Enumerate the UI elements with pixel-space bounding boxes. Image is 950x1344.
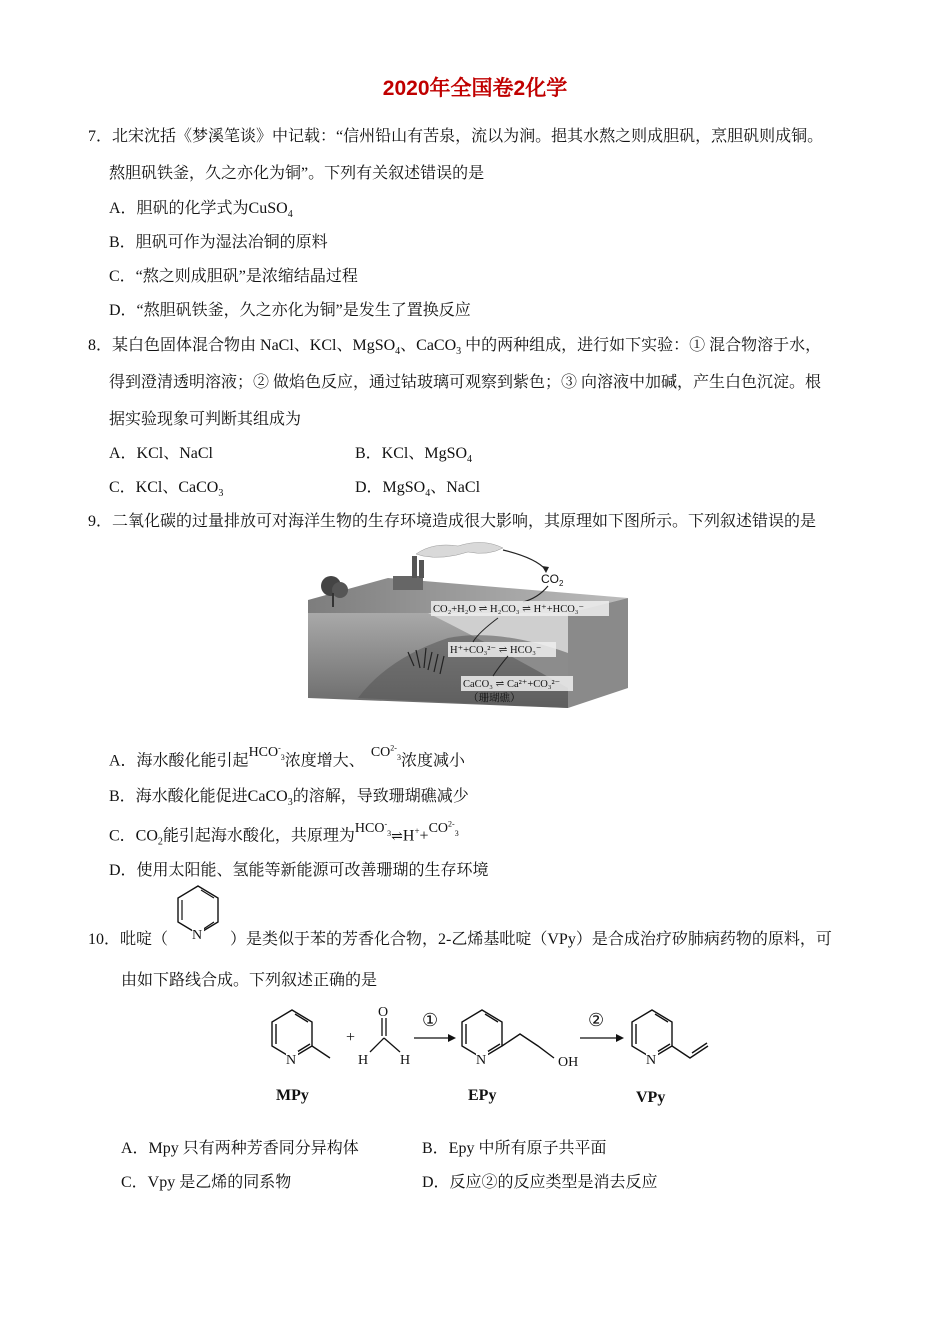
- q9-option-d: D．使用太阳能、氢能等新能源可改善珊瑚的生存环境: [109, 862, 489, 879]
- q9-option-c: C．$CO_2$能引起海水酸化，共原理为$HCO^-_3\rightleftharpoons H^++CO^{2-}_3$: [109, 819, 459, 848]
- svg-text:N: N: [286, 1053, 297, 1068]
- epy-structure: [462, 1010, 554, 1058]
- q7-option-b: B．胆矾可作为湿法冶铜的原料: [109, 234, 328, 251]
- mpy-structure: [272, 1010, 330, 1058]
- q8-stem-line2: 得到澄清透明溶液；② 做焰色反应，通过钴玻璃可观察到紫色；③ 向溶液中加碱，产生白色沉淀。根: [109, 374, 822, 391]
- q8-stem-line3: 据实验现象可判断其组成为: [109, 411, 302, 428]
- emission-arrow: [503, 550, 546, 570]
- q8-option-b: B．KCl、MgSO$_4$: [355, 445, 473, 466]
- equation-3: CaCO₃ ⇌ Ca²⁺+CO₃²⁻: [463, 679, 561, 690]
- q10-option-c: C．Vpy 是乙烯的同系物: [121, 1174, 292, 1191]
- q7-stem-line2: 熬胆矾铁釜，久之亦化为铜”。下列有关叙述错误的是: [109, 165, 485, 182]
- svg-text:N: N: [646, 1053, 657, 1068]
- q7-option-d: D．“熬胆矾铁釜，久之亦化为铜”是发生了置换反应: [109, 302, 471, 319]
- q8-option-c: C．KCl、CaCO$_3$: [109, 479, 224, 500]
- q8-number: 8．: [88, 337, 113, 354]
- svg-text:O: O: [378, 1005, 389, 1020]
- epy-label: EPy: [468, 1087, 497, 1104]
- svg-text:N: N: [476, 1053, 487, 1068]
- svg-text:H: H: [358, 1053, 369, 1068]
- q9-option-a: A．海水酸化能引起$HCO^-_3$浓度增大、$CO^{2-}_3$浓度减小: [109, 743, 465, 770]
- svg-text:OH: OH: [558, 1055, 579, 1070]
- q10-stem-line1: 10．吡啶（ ）是类似于苯的芳香化合物，2-乙烯基吡啶（VPy）是合成治疗矽肺病药物的原料，可: [88, 931, 832, 948]
- pyridine-structure: [168, 880, 228, 946]
- q9-option-b: B．海水酸化能促进CaCO$_3$的溶解，导致珊瑚礁减少: [109, 788, 469, 809]
- step-2-label: ②: [588, 1010, 605, 1030]
- synthesis-route: [262, 1004, 732, 1110]
- vpy-label: VPy: [636, 1089, 666, 1106]
- step-1-label: ①: [422, 1010, 439, 1030]
- co3-formula-c: $CO^{2-}_3$: [428, 819, 459, 839]
- factory-icon: [393, 556, 424, 590]
- hco3-formula: $HCO^-_3$: [248, 743, 285, 762]
- ocean-acidification-diagram: [298, 538, 638, 720]
- q7-option-c: C．“熬之则成胆矾”是浓缩结晶过程: [109, 268, 358, 285]
- q8-stem-line1: 8．某白色固体混合物由 NaCl、KCl、MgSO$_4$、CaCO$_3$ 中的两种组成，进行如下实验：① 混合物溶于水，: [88, 337, 822, 358]
- svg-text:H: H: [400, 1053, 411, 1068]
- q8-option-d: D．MgSO$_4$、NaCl: [355, 479, 481, 500]
- q10-stem-line2: 由如下路线合成。下列叙述正确的是: [121, 972, 378, 989]
- page-title: 2020年全国卷2化学: [382, 77, 568, 100]
- co3-formula: $CO^{2-}_3$: [370, 743, 401, 762]
- smoke-cloud: [416, 542, 503, 557]
- q10-number: 10．: [88, 931, 121, 948]
- q7-stem-line1: 7．北宋沈括《梦溪笔谈》中记载：“信州铅山有苦泉，流以为涧。挹其水熬之则成胆矾，烹胆矾则成铜。: [88, 128, 824, 145]
- co2-label: $CO_2$: [541, 572, 564, 588]
- equilibrium-arrow-icon: ⇌: [391, 829, 403, 845]
- coral-reef-label: （珊瑚礁）: [468, 693, 521, 704]
- q9-number: 9．: [88, 513, 113, 530]
- hco3-formula-c: $HCO^-_3$: [354, 819, 392, 839]
- mpy-label: MPy: [276, 1087, 309, 1104]
- svg-text:N: N: [192, 928, 203, 943]
- q10-option-d: D．反应②的反应类型是消去反应: [422, 1174, 658, 1191]
- plus-sign: +: [346, 1029, 356, 1046]
- formaldehyde-structure: [370, 1018, 400, 1052]
- q7-option-a: A．胆矾的化学式为CuSO$_4$: [109, 200, 293, 221]
- q8-option-a: A．KCl、NaCl: [109, 445, 214, 462]
- q9-stem: 9．二氧化碳的过量排放可对海洋生物的生存环境造成很大影响，其原理如下图所示。下列叙述错误的是: [88, 513, 817, 530]
- equation-1: CO₂+H₂O ⇌ H₂CO₃ ⇌ H⁺+HCO₃⁻: [433, 604, 584, 615]
- q10-option-b: B．Epy 中所有原子共平面: [422, 1140, 607, 1157]
- equation-2: H⁺+CO₃²⁻ ⇌ HCO₃⁻: [450, 645, 542, 656]
- q10-option-a: A．Mpy 只有两种芳香同分异构体: [121, 1140, 359, 1157]
- vpy-structure: [632, 1010, 708, 1058]
- q7-number: 7．: [88, 128, 113, 145]
